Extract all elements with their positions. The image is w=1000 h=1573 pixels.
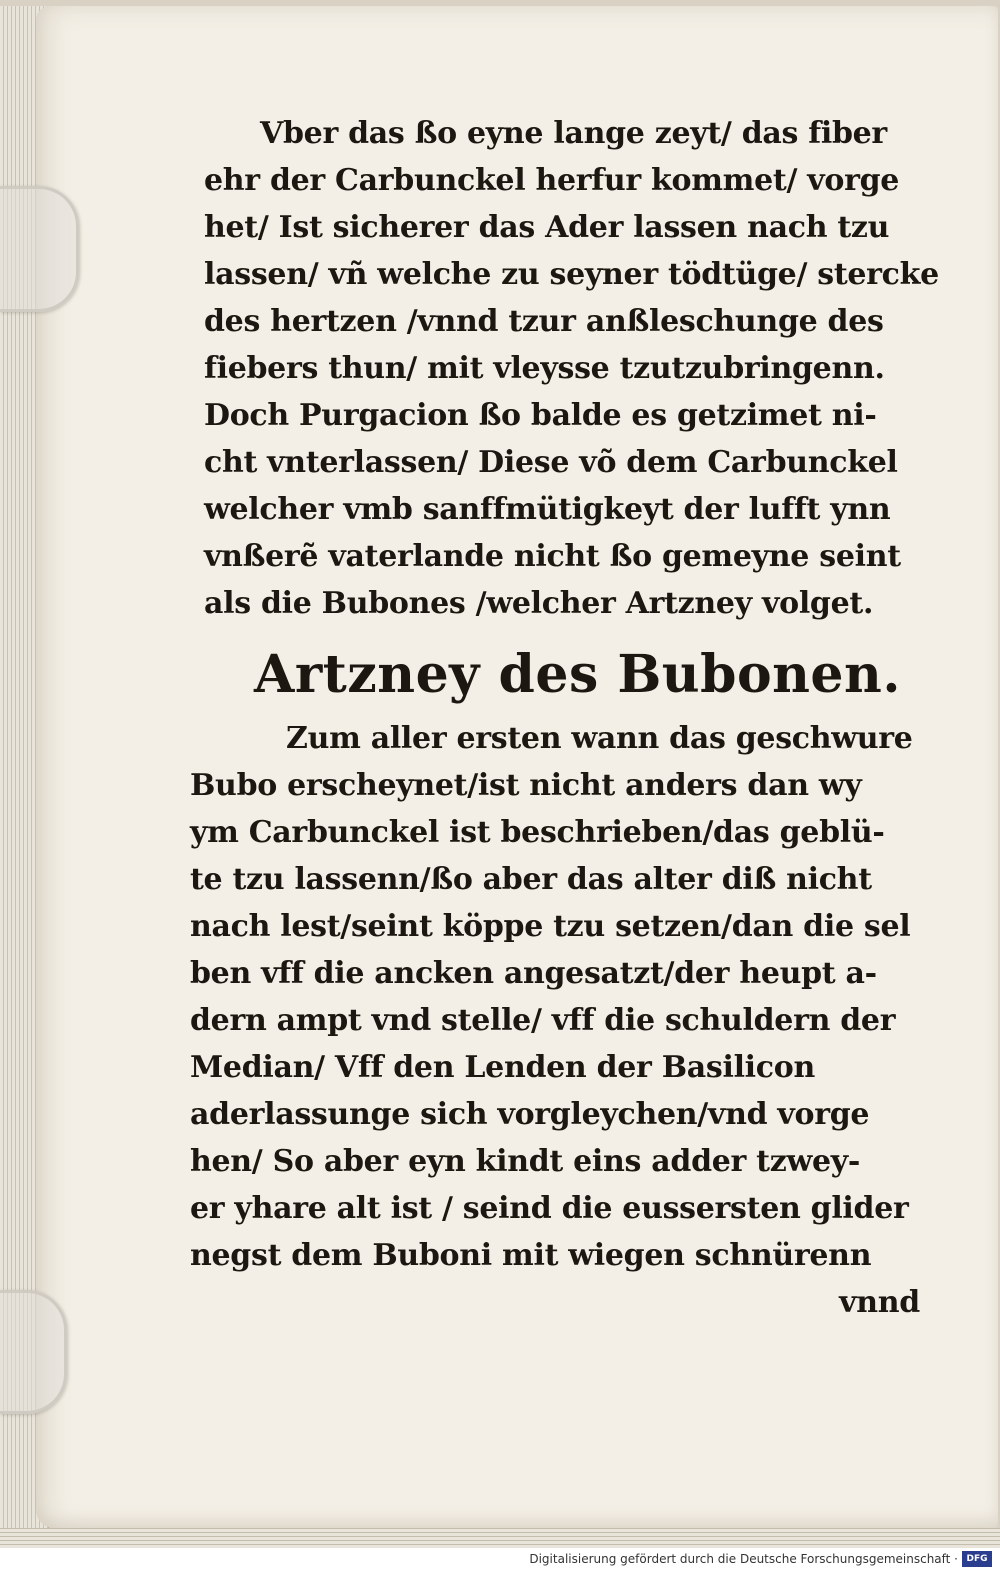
funding-notice: Digitalisierung gefördert durch die Deutsche Forschungsgemeinschaft ·: [529, 1552, 958, 1566]
text-line: ym Carbunckel ist beschrieben/das geblü-: [190, 815, 885, 850]
text-line: aderlassunge sich vorgleychen/vnd vorge: [190, 1097, 870, 1132]
paragraph-bubonen: [190, 715, 950, 1326]
text-line: welcher vmb sanffmütigkeyt der lufft ynn: [204, 492, 891, 527]
text-line: vnßerẽ vaterlande nicht ßo gemeyne seint: [204, 539, 901, 574]
text-line: cht vnterlassen/ Diese võ dem Carbunckel: [204, 445, 898, 480]
text-line: te tzu lassenn/ßo aber das alter diß nicht: [190, 862, 872, 897]
text-line: ben vff die ancken angesatzt/der heupt a-: [190, 956, 877, 991]
page-text: [190, 110, 950, 1326]
text-line: Bubo erscheynet/ist nicht anders dan wy: [190, 768, 862, 803]
text-line: nach lest/seint köppe tzu setzen/dan die sel: [190, 909, 911, 944]
catchword: vnnd: [839, 1285, 920, 1320]
text-line: lassen/ vñ welche zu seyner tödtüge/ stercke: [204, 257, 939, 292]
text-line: als die Bubones /welcher Artzney volget.: [204, 586, 874, 621]
page-clip-bottom: [0, 1290, 67, 1414]
text-line: Vber das ßo eyne lange zeyt/ das fiber: [260, 116, 887, 151]
text-line: er yhare alt ist / seind die eussersten glider: [190, 1191, 909, 1226]
text-line: negst dem Buboni mit wiegen schnürenn: [190, 1238, 872, 1273]
text-line: Doch Purgacion ßo balde es getzimet ni-: [204, 398, 877, 433]
text-line: het/ Ist sicherer das Ader lassen nach tzu: [204, 210, 890, 245]
page-clip-top: [0, 186, 79, 312]
text-line: dern ampt vnd stelle/ vff die schuldern der: [190, 1003, 896, 1038]
dfg-logo: DFG: [962, 1551, 992, 1567]
text-line: Zum aller ersten wann das geschwure: [286, 721, 913, 756]
text-line: des hertzen /vnnd tzur anßleschunge des: [204, 304, 884, 339]
text-line: fiebers thun/ mit vleysse tzutzubringenn.: [204, 351, 885, 386]
section-heading: Artzney des Bubonen.: [254, 644, 901, 705]
page-bottom-edges: [0, 1528, 1000, 1548]
text-line: hen/ So aber eyn kindt eins adder tzwey-: [190, 1144, 861, 1179]
text-line: ehr der Carbunckel herfur kommet/ vorge: [204, 163, 900, 198]
digitization-footer: [0, 1548, 1000, 1573]
text-line: Median/ Vff den Lenden der Basilicon: [190, 1050, 815, 1085]
paragraph-carbunckel: [190, 110, 950, 627]
